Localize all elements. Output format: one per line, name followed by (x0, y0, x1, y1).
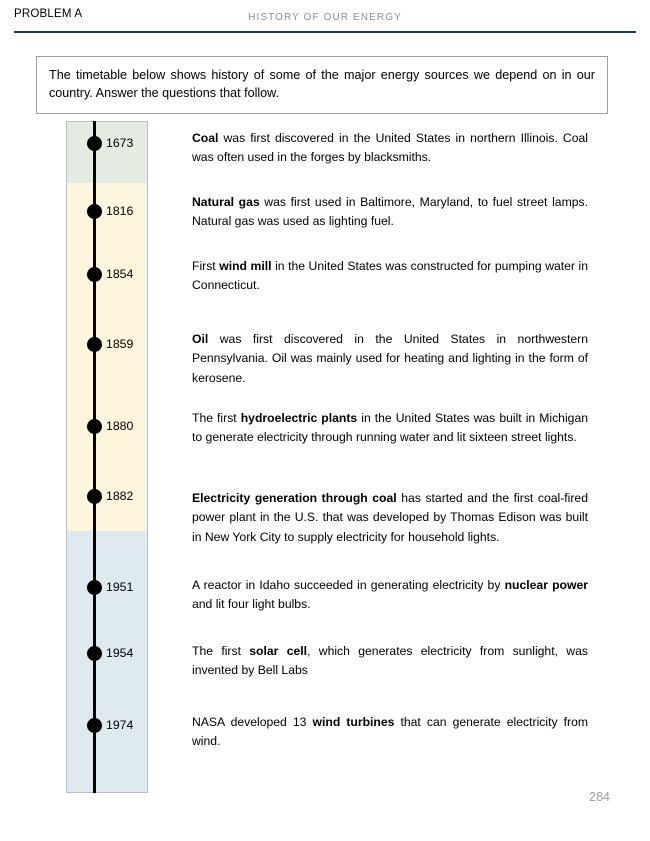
timeline-dot-icon (87, 136, 102, 151)
timeline-dot-icon (87, 267, 102, 282)
event-keyword: wind turbines (312, 715, 395, 729)
timeline-node (66, 714, 148, 736)
event-keyword: solar cell (249, 644, 308, 658)
timeline-dot-icon (87, 337, 102, 352)
event-keyword: Natural gas (192, 195, 260, 209)
timeline-event-text (192, 330, 588, 388)
timeline-dot-icon (87, 718, 102, 733)
event-body: in the United States was built in Michigan to generate electricity through running water and lit sixteen street lights. (192, 411, 589, 445)
timeline-node (66, 485, 148, 507)
timeline-node (66, 333, 148, 355)
band-cream (66, 183, 148, 531)
page-number: 284 (589, 790, 610, 804)
timeline-event-text (192, 129, 588, 168)
timeline-year: 1951 (106, 580, 134, 594)
timeline-dot-icon (87, 489, 102, 504)
event-body: that can generate electricity from wind. (192, 715, 588, 749)
event-body: NASA developed 13 (192, 715, 313, 729)
timeline-event-text (192, 193, 588, 232)
event-body: The first (192, 411, 241, 425)
timeline-event-text (192, 257, 588, 296)
event-keyword: hydroelectric plants (240, 411, 358, 425)
timeline-event-text (192, 642, 588, 681)
timeline-year: 1854 (106, 267, 134, 281)
timeline-year: 1880 (106, 419, 134, 433)
instructions-box (36, 56, 608, 114)
header-divider (14, 31, 636, 33)
event-body: was first used in Baltimore, Maryland, to fuel street lamps. Natural gas was used as lighting fuel. (192, 195, 588, 229)
event-body: was first discovered in the United States in northern Illinois. Coal was often used in the forges by blacksmiths. (192, 131, 588, 165)
timeline-dot-icon (87, 419, 102, 434)
timeline-node (66, 642, 148, 664)
event-keyword: Oil (192, 332, 209, 346)
event-body: in the United States was constructed for pumping water in Connecticut. (192, 259, 589, 293)
timeline-node (66, 263, 148, 285)
timeline-event-text (192, 409, 588, 448)
instructions-text: The timetable below shows history of some of the major energy sources we depend on in our country. Answer the questions that follow. (49, 68, 595, 101)
document-title: HISTORY OF OUR ENERGY (248, 12, 402, 23)
timeline-year: 1954 (106, 646, 134, 660)
page-header (0, 0, 650, 36)
timeline-node (66, 200, 148, 222)
event-body: A reactor in Idaho succeeded in generating electricity by (192, 578, 505, 592)
timeline-dot-icon (87, 204, 102, 219)
timeline-year: 1673 (106, 136, 134, 150)
event-body: and lit four light bulbs. (192, 597, 311, 612)
timeline-column (66, 121, 148, 793)
event-body: was first discovered in the United States in northwestern Pennsylvania. Oil was mainly used for heating and lighting in the form of kerosene. (192, 332, 588, 385)
timeline-year: 1816 (106, 204, 134, 218)
timeline-dot-icon (87, 646, 102, 661)
event-body: , which generates electricity from sunlight, was invented by Bell Labs (192, 644, 588, 678)
event-keyword: Electricity generation through coal (192, 491, 397, 505)
event-keyword: wind mill (219, 259, 272, 273)
timeline-year: 1882 (106, 489, 134, 503)
event-body: The first (192, 644, 250, 658)
timeline-event-text (192, 576, 588, 615)
timeline-node (66, 415, 148, 437)
timeline-node (66, 576, 148, 598)
event-body: First (192, 259, 220, 273)
event-keyword: nuclear power (504, 578, 588, 592)
event-keyword: Coal (192, 131, 219, 145)
timeline-dot-icon (87, 580, 102, 595)
timeline-year: 1859 (106, 337, 134, 351)
timeline-node (66, 132, 148, 154)
timeline-year: 1974 (106, 718, 134, 732)
event-body: has started and the first coal-fired power plant in the U.S. that was developed by Thomas Edison was built in New York City to supply electricity for household lights. (192, 491, 588, 544)
problem-label: PROBLEM A (14, 8, 83, 20)
timeline-event-text (192, 713, 588, 752)
timeline-event-text (192, 489, 588, 547)
